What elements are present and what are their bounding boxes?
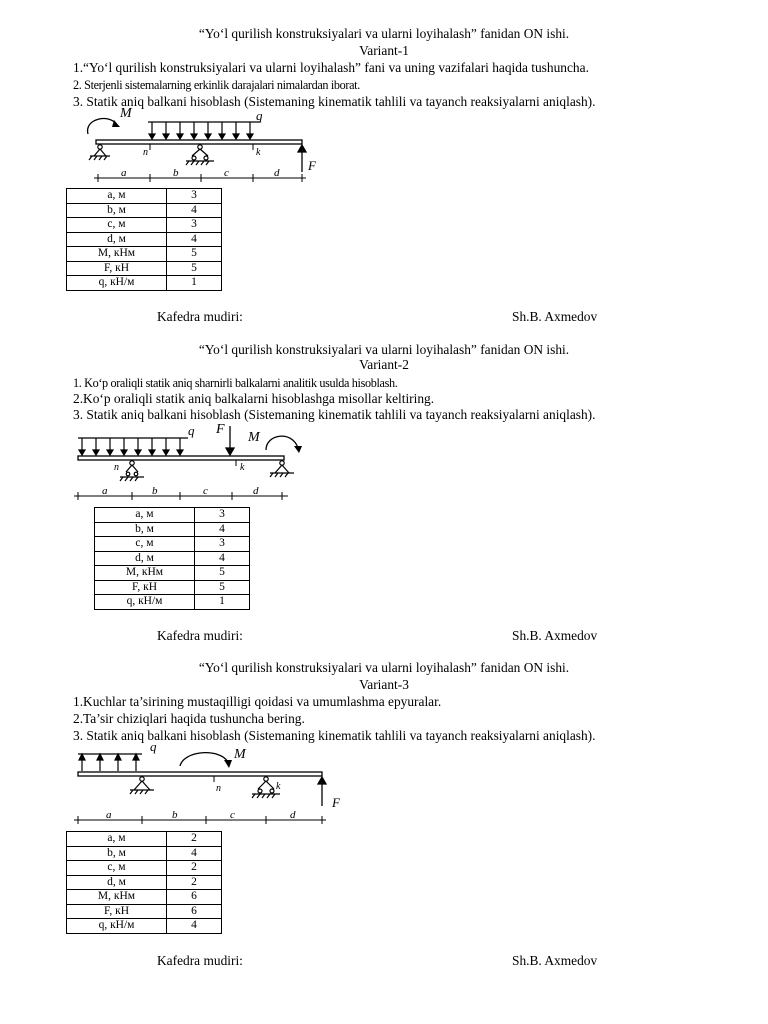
param-value: 5 bbox=[167, 261, 222, 276]
label-b: b bbox=[172, 809, 178, 821]
variant-2-beam-diagram bbox=[70, 420, 310, 508]
variant-2-params-table bbox=[94, 507, 250, 610]
table-row bbox=[95, 508, 250, 523]
variant-1-footer-right: Sh.B. Axmedov bbox=[512, 309, 598, 324]
left-support bbox=[120, 461, 144, 481]
table-row bbox=[67, 846, 222, 861]
param-key: a, м bbox=[67, 832, 167, 847]
variant-3-title: “Yo‘l qurilish konstruksiyalari va ularni loyihalash” fanidan ON ishi. bbox=[198, 660, 570, 675]
param-key: c, м bbox=[67, 861, 167, 876]
param-value: 5 bbox=[195, 566, 250, 581]
label-q: q bbox=[150, 740, 157, 754]
label-k: k bbox=[276, 781, 281, 792]
variant-2-question-3: 3. Statik aniq balkani hisoblash (Sistemaning kinematik tahlili va tayanch reaksiyalarni aniqlash). bbox=[73, 407, 596, 422]
force-f-arrow bbox=[318, 777, 326, 806]
table-row bbox=[95, 537, 250, 552]
param-value: 5 bbox=[195, 580, 250, 595]
dimension-line bbox=[74, 816, 326, 824]
variant-3-label: Variant-3 bbox=[359, 677, 409, 692]
label-F: F bbox=[308, 158, 316, 173]
table-row bbox=[95, 522, 250, 537]
table-row bbox=[95, 580, 250, 595]
param-value: 3 bbox=[167, 189, 222, 204]
left-support bbox=[130, 777, 154, 794]
variant-2-question-2: 2.Ko‘p oraliqli statik aniq balkalarni hisoblashga misollar keltiring. bbox=[73, 391, 435, 406]
param-value: 3 bbox=[167, 218, 222, 233]
param-value: 6 bbox=[167, 904, 222, 919]
param-key: M, кНм bbox=[67, 890, 167, 905]
moment-arc bbox=[266, 436, 298, 450]
table-row bbox=[67, 203, 222, 218]
force-f-arrow bbox=[226, 426, 234, 455]
label-c: c bbox=[230, 809, 235, 821]
label-c: c bbox=[203, 485, 208, 497]
label-n: n bbox=[216, 783, 221, 794]
param-key: M, кНм bbox=[67, 247, 167, 262]
param-key: q, кН/м bbox=[95, 595, 195, 610]
variant-3-question-2: 2.Ta’sir chiziqlari haqida tushuncha bering. bbox=[73, 711, 305, 726]
beam bbox=[78, 456, 284, 460]
param-key: q, кН/м bbox=[67, 919, 167, 934]
table-row bbox=[67, 261, 222, 276]
param-value: 4 bbox=[167, 203, 222, 218]
variant-1-question-3: 3. Statik aniq balkani hisoblash (Sistemaning kinematik tahlili va tayanch reaksiyalarni aniqlash). bbox=[73, 94, 596, 109]
label-d: d bbox=[274, 167, 280, 179]
variant-3-params-table bbox=[66, 831, 222, 934]
param-key: a, м bbox=[95, 508, 195, 523]
param-key: a, м bbox=[67, 189, 167, 204]
param-value: 1 bbox=[195, 595, 250, 610]
table-row bbox=[67, 276, 222, 291]
table-row bbox=[67, 861, 222, 876]
param-key: b, м bbox=[67, 203, 167, 218]
label-c: c bbox=[224, 167, 229, 179]
distributed-load-q bbox=[78, 754, 142, 771]
param-value: 4 bbox=[195, 522, 250, 537]
label-M: M bbox=[248, 430, 260, 445]
table-row bbox=[95, 551, 250, 566]
variant-3-question-1: 1.Kuchlar ta’sirining mustaqilligi qoidasi va umumlashma epyuralar. bbox=[73, 694, 442, 709]
label-k: k bbox=[240, 462, 245, 473]
variant-3-question-3: 3. Statik aniq balkani hisoblash (Sistemaning kinematik tahlili va tayanch reaksiyalarni aniqlash). bbox=[73, 728, 596, 743]
variant-1-title: “Yo‘l qurilish konstruksiyalari va ularni loyihalash” fanidan ON ishi. bbox=[198, 26, 570, 41]
label-M: M bbox=[120, 108, 132, 121]
param-value: 4 bbox=[195, 551, 250, 566]
table-row bbox=[67, 890, 222, 905]
variant-1-beam-diagram bbox=[70, 108, 330, 190]
variant-3-footer-left: Kafedra mudiri: bbox=[157, 953, 243, 968]
param-key: b, м bbox=[95, 522, 195, 537]
variant-2-footer-right: Sh.B. Axmedov bbox=[512, 628, 598, 643]
param-value: 2 bbox=[167, 875, 222, 890]
param-key: d, м bbox=[95, 551, 195, 566]
variant-1-label: Variant-1 bbox=[359, 43, 409, 58]
table-row bbox=[67, 919, 222, 934]
variant-1-question-2: 2. Sterjenli sistemalarning erkinlik darajalari nimalardan iborat. bbox=[73, 78, 360, 92]
table-row bbox=[67, 247, 222, 262]
variant-2-label: Variant-2 bbox=[359, 357, 409, 372]
distributed-load-q bbox=[148, 122, 260, 139]
variant-2-footer-left: Kafedra mudiri: bbox=[157, 628, 243, 643]
table-row bbox=[67, 218, 222, 233]
param-value: 6 bbox=[167, 890, 222, 905]
label-M: M bbox=[234, 747, 246, 762]
variant-1-footer-left: Kafedra mudiri: bbox=[157, 309, 243, 324]
moment-arc bbox=[88, 119, 116, 134]
label-q: q bbox=[256, 108, 263, 123]
label-k: k bbox=[256, 147, 261, 158]
variant-1-params-table bbox=[66, 188, 222, 291]
distributed-load-q bbox=[78, 438, 188, 455]
table-row bbox=[95, 566, 250, 581]
param-key: F, кН bbox=[67, 261, 167, 276]
param-key: d, м bbox=[67, 232, 167, 247]
label-d: d bbox=[253, 485, 259, 497]
param-key: c, м bbox=[95, 537, 195, 552]
table-row bbox=[67, 189, 222, 204]
table-row bbox=[67, 232, 222, 247]
param-key: F, кН bbox=[95, 580, 195, 595]
param-key: d, м bbox=[67, 875, 167, 890]
middle-support bbox=[186, 145, 214, 165]
label-b: b bbox=[173, 167, 179, 179]
param-value: 4 bbox=[167, 846, 222, 861]
beam bbox=[78, 772, 322, 776]
right-support bbox=[270, 461, 294, 477]
label-a: a bbox=[102, 485, 108, 497]
table-row bbox=[67, 832, 222, 847]
param-value: 3 bbox=[195, 537, 250, 552]
variant-3-beam-diagram bbox=[70, 740, 360, 828]
label-n: n bbox=[143, 147, 148, 158]
variant-2-title: “Yo‘l qurilish konstruksiyalari va ularni loyihalash” fanidan ON ishi. bbox=[198, 342, 570, 357]
param-key: M, кНм bbox=[95, 566, 195, 581]
table-row bbox=[95, 595, 250, 610]
param-value: 3 bbox=[195, 508, 250, 523]
param-value: 1 bbox=[167, 276, 222, 291]
beam bbox=[96, 140, 302, 144]
param-value: 2 bbox=[167, 832, 222, 847]
param-value: 4 bbox=[167, 919, 222, 934]
label-F: F bbox=[216, 422, 225, 437]
param-value: 4 bbox=[167, 232, 222, 247]
label-F: F bbox=[332, 795, 340, 810]
param-key: q, кН/м bbox=[67, 276, 167, 291]
force-f-arrow bbox=[298, 145, 306, 172]
param-value: 5 bbox=[167, 247, 222, 262]
param-key: c, м bbox=[67, 218, 167, 233]
table-row bbox=[67, 904, 222, 919]
left-support bbox=[89, 145, 110, 160]
moment-arc bbox=[180, 753, 228, 766]
param-key: F, кН bbox=[67, 904, 167, 919]
variant-1-question-1: 1.“Yo‘l qurilish konstruksiyalari va ularni loyihalash” fani va uning vazifalari haqida tushuncha. bbox=[73, 60, 589, 75]
label-b: b bbox=[152, 485, 158, 497]
label-d: d bbox=[290, 809, 296, 821]
label-q: q bbox=[188, 423, 195, 438]
param-value: 2 bbox=[167, 861, 222, 876]
table-row bbox=[67, 875, 222, 890]
label-a: a bbox=[106, 809, 112, 821]
param-key: b, м bbox=[67, 846, 167, 861]
label-a: a bbox=[121, 167, 127, 179]
label-n: n bbox=[114, 462, 119, 473]
variant-2-question-1: 1. Ko‘p oraliqli statik aniq sharnirli balkalarni analitik usulda hisoblash. bbox=[73, 376, 398, 390]
variant-3-footer-right: Sh.B. Axmedov bbox=[512, 953, 598, 968]
